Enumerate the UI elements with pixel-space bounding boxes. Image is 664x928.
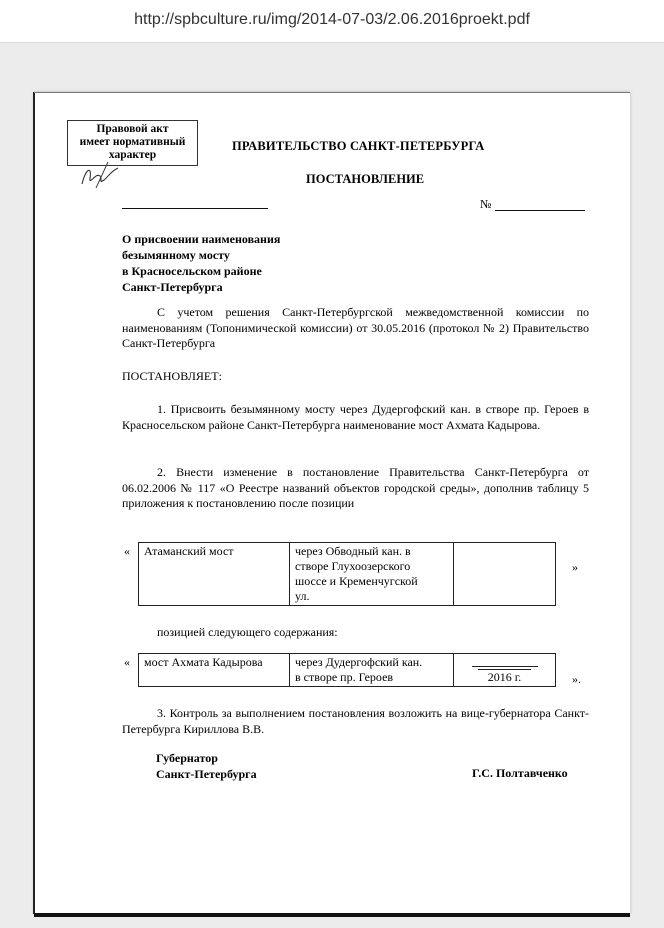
- following-text: позицией следующего содержания:: [157, 625, 338, 639]
- subject-line: безымянному мосту: [122, 248, 230, 262]
- resolves-heading: ПОСТАНОВЛЯЕТ:: [122, 369, 222, 383]
- quote-open: «: [124, 655, 130, 669]
- browser-url-bar[interactable]: [0, 0, 664, 43]
- subject-line: Санкт-Петербурга: [122, 280, 223, 294]
- table-cell-year: [454, 654, 556, 687]
- location-line: в створе пр. Героев: [295, 670, 394, 684]
- intro-paragraph: С учетом решения Санкт-Петербургской межведомственной комиссии по наименованиям (Топонимической комиссии) от 30.05.2016 (протокол № 2) Правительство Санкт-Петербурга: [122, 305, 589, 350]
- signature-title: [156, 750, 257, 782]
- number-label: №: [480, 197, 492, 211]
- quote-close: »: [572, 560, 578, 574]
- pdf-page: [34, 92, 630, 914]
- quote-close: ».: [572, 672, 581, 686]
- subject-line: в Красносельском районе: [122, 264, 262, 278]
- signature-title-line: Губернатор: [156, 751, 218, 765]
- decree-title: ПОСТАНОВЛЕНИЕ: [306, 172, 425, 186]
- table-cell-extra: [454, 543, 556, 606]
- page-top-edge: [34, 92, 630, 93]
- item-3-paragraph: 3. Контроль за выполнением постановления возложить на вице-губернатора Санкт-Петербурга Кириллова В.В.: [122, 706, 589, 736]
- decree-subject: [122, 231, 280, 295]
- stamp-line: характер: [108, 149, 157, 161]
- new-position-table: [138, 653, 556, 687]
- quote-open: «: [124, 544, 130, 558]
- existing-position-table: [138, 542, 556, 606]
- date-line: [122, 208, 268, 209]
- location-line: шоссе и Кременчугской: [295, 574, 418, 588]
- url-text: http://spbculture.ru/img/2014-07-03/2.06.2016proekt.pdf: [134, 11, 530, 28]
- table-cell-location: [290, 543, 454, 606]
- stamp-line: имеет нормативный: [79, 136, 186, 148]
- year-blank-line: [472, 666, 538, 667]
- table-cell-name: мост Ахмата Кадырова: [139, 654, 290, 687]
- table-cell-name: Атаманский мост: [139, 543, 290, 606]
- table-cell-location: [290, 654, 454, 687]
- signature-title-line: Санкт-Петербурга: [156, 767, 257, 781]
- item-1-paragraph: 1. Присвоить безымянному мосту через Дудергофский кан. в створе пр. Героев в Красносельском районе Санкт-Петербурга наименование мост Ахмата Кадырова.: [122, 402, 589, 432]
- number-line: [495, 210, 585, 211]
- year-value: 2016 г.: [478, 669, 532, 684]
- year-blank: [459, 655, 550, 669]
- location-line: створе Глухоозерского: [295, 559, 411, 573]
- government-title: ПРАВИТЕЛЬСТВО САНКТ-ПЕТЕРБУРГА: [232, 139, 485, 153]
- location-line: ул.: [295, 589, 310, 603]
- location-line: через Обводный кан. в: [295, 544, 411, 558]
- stamp-signature-icon: [78, 158, 128, 192]
- stamp-line: Правовой акт: [96, 123, 169, 135]
- item-2-paragraph: 2. Внести изменение в постановление Правительства Санкт-Петербурга от 06.02.2006 № 117 «О Реестре названий объектов городской среды», дополнив таблицу 5 приложения к постановлению после позиции: [122, 465, 589, 510]
- signature-name: Г.С. Полтавченко: [472, 766, 568, 780]
- location-line: через Дудергофский кан.: [295, 655, 423, 669]
- subject-line: О присвоении наименования: [122, 232, 281, 246]
